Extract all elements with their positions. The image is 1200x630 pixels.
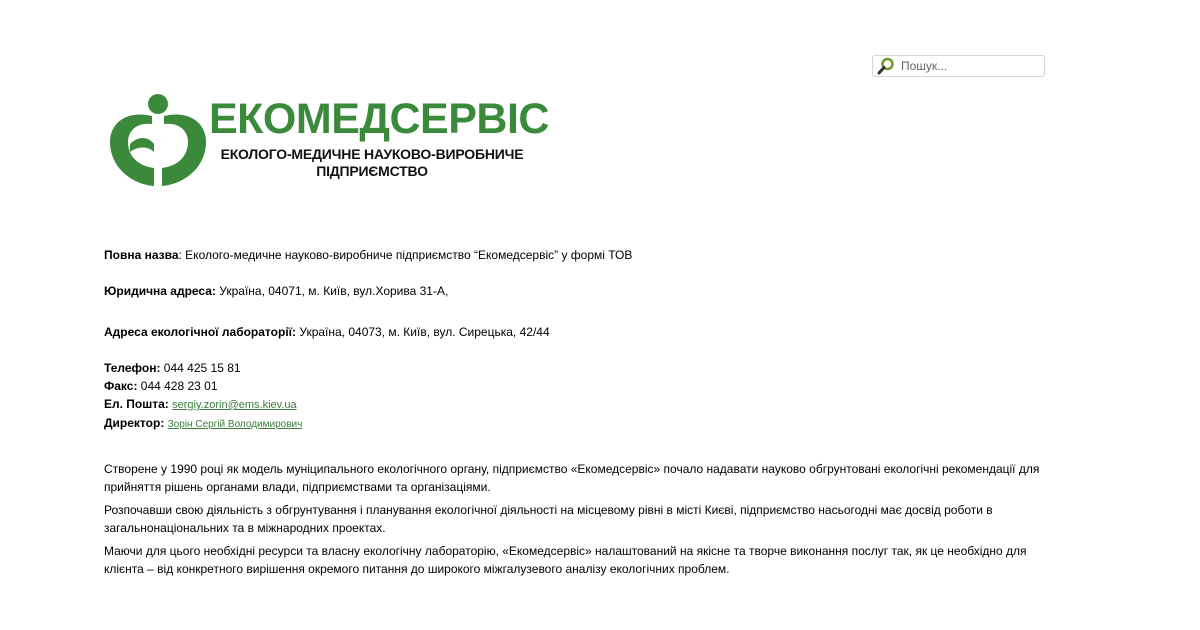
- legal-address-value: Україна, 04071, м. Київ, вул.Хорива 31-А,: [215, 284, 449, 298]
- fax-line: [104, 377, 1054, 395]
- search-input[interactable]: [899, 59, 1039, 73]
- director-line: [104, 414, 1054, 434]
- logo-mark-icon: [108, 92, 208, 188]
- main-content: [104, 246, 1054, 578]
- email-line: [104, 395, 1054, 414]
- director-link[interactable]: Зорін Сергій Володимирович: [167, 419, 303, 430]
- legal-address-line: [104, 282, 1054, 300]
- logo-subtitle-line2: ПІДПРИЄМСТВО: [316, 163, 428, 179]
- full-name-label: Повна назва: [104, 248, 179, 262]
- about-paragraph-3: Маючи для цього необхідні ресурси та власну екологічну лабораторію, «Екомедсервіс» налаштований на якісне та творче виконання послуг так, як це необхідно для клієнта – від конкретного вирішення окремого питання до широкого міжгалузевого аналізу екологічних проблем.: [104, 544, 1027, 576]
- lab-address-label: Адреса екологічної лабораторії:: [104, 325, 297, 339]
- email-label: Ел. Пошта:: [104, 397, 169, 411]
- lab-address-value: Україна, 04073, м. Київ, вул. Сирецька, 42/44: [296, 325, 550, 339]
- legal-address-label: Юридична адреса:: [104, 284, 216, 298]
- fax-label: Факс:: [104, 379, 138, 393]
- company-logo[interactable]: [108, 92, 549, 188]
- full-name-line: [104, 246, 1054, 264]
- full-name-value: : Еколого-медичне науково-виробниче підприємство “Екомедсервіс” у формі ТОВ: [178, 248, 633, 262]
- fax-value: 044 428 23 01: [137, 379, 218, 393]
- phone-label: Телефон:: [104, 361, 161, 375]
- search-icon: [877, 56, 899, 76]
- email-link[interactable]: sergiy.zorin@ems.kiev.ua: [172, 399, 297, 411]
- logo-subtitle-line1: ЕКОЛОГО-МЕДИЧНЕ НАУКОВО-ВИРОБНИЧЕ: [220, 146, 524, 162]
- director-label: Директор:: [104, 416, 165, 430]
- phone-line: [104, 359, 1054, 377]
- search-box[interactable]: [872, 55, 1045, 77]
- logo-name: ЕКОМЕДСЕРВІС: [209, 95, 549, 143]
- about-paragraph-1: Створене у 1990 році як модель муніципального екологічного органу, підприємство «Екомедсервіс» почало надавати науково обгрунтовані екологічні рекомендації для прийняття рішень органами влади, підприємствами та організаціями.: [104, 462, 1040, 494]
- logo-subtitle: [208, 146, 536, 180]
- about-paragraph-2: Розпочавши свою діяльність з обгрунтування і планування екологічної діяльності на місцевому рівні в місті Києві, підприємство насьогодні має досвід роботи в загальнонаціональних та в міжнародних проектах.: [104, 503, 993, 535]
- lab-address-line: [104, 323, 1054, 341]
- phone-value: 044 425 15 81: [160, 361, 241, 375]
